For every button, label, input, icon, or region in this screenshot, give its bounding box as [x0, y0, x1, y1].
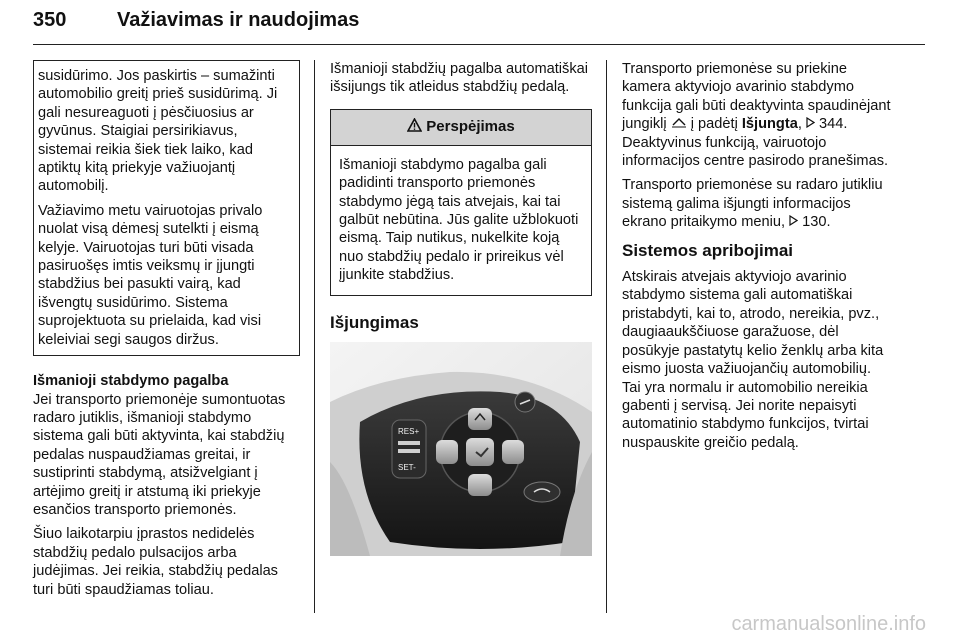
col1-paragraph-2: Šiuo laikotarpiu įprastos nedidelės stabdžių pedalo pulsacijos arba judėjimas. Jei reikia, stabdžių pedalas turi būti spaudžiamas toliau.	[33, 526, 278, 598]
col3-p1-page-ref[interactable]: 344	[819, 116, 844, 133]
box-paragraph-1: susidūrimo. Jos paskirtis – sumažinti automobilio greitį prieš susidūrimą. Ji gali nesureaguoti į pėsčiuosius ar gyvūnus. Staigiai persirikiavus, sistemai reikia šiek tiek laiko, kad aptiktų kitą priekyje važiuojantį automobilį.	[38, 68, 278, 195]
page-number: 350	[33, 9, 67, 31]
res-plus-label: RES+	[398, 427, 420, 437]
col1-paragraph-1: Jei transporto priemonėje sumontuotas radaro jutiklis, išmanioji stabdymo sistema gali būti aktyvinta, kai stabdžių pedalas nuspaudžiamas greitai, ir sustiprinti stabdymą, atsižvelgiant į artėjimo greitį ir atstumą iki priekyje esančios transporto priemonės.	[33, 391, 286, 518]
col3-p1-text-b: į padėtį	[690, 116, 738, 133]
column-divider-1	[314, 60, 315, 613]
col3-paragraph-3: Atskirais atvejais aktyviojo avarinio stabdymo sistema gali automatiškai pristabdyti, kai to, atrodo, nereikia, pvz., daugiaaukščiuose garažuose, dėl posūkyje pastatytų kelio ženklų arba kita eismo juosta važiuojančių automobilių. Tai yra normalu ir automobilio nereikia gabenti į servisą. Jei norite nepaisyti automatinio stabdymo funkcijos, tvirtai nuspauskite greičio pedalą.	[622, 269, 884, 451]
col3-p1-text-a: Transporto priemonėse su priekine kamera aktyviojo avarinio stabdymo funkcija gali būti deaktyvinta spaudinėjant jungiklį	[622, 61, 891, 133]
section-title-deactivation: Išjungimas	[330, 312, 419, 332]
watermark: carmanualsonline.info	[731, 613, 926, 635]
col3-p2-end: .	[826, 214, 831, 231]
column-2	[330, 60, 592, 556]
distance-switch-icon	[671, 116, 691, 132]
header-rule	[33, 44, 925, 45]
warning-title: Perspėjimas	[426, 118, 515, 136]
column-3	[622, 60, 892, 458]
col3-p1-bold: Išjungta	[741, 116, 798, 133]
page-header	[33, 9, 925, 39]
warning-triangle-icon	[407, 118, 422, 137]
warning-body: Išmanioji stabdymo pagalba gali padidinti transporto priemonės stabdymo jėgą tais atvejais, kai tai galbūt nebūtina. Jūs galite užblokuoti eismą. Taip nutikus, nukelkite koją nuo stabdžių pedalo ir prireikus vėl įjunkite stabdžius.	[339, 156, 579, 284]
set-minus-label: SET-	[398, 463, 416, 473]
col2-paragraph-1: Išmanioji stabdžių pagalba automatiškai išsijungs tik atleidus stabdžių pedalą.	[330, 61, 588, 96]
warning-box	[330, 109, 592, 296]
steering-wheel-controls-photo	[330, 342, 592, 556]
box-paragraph-2: Važiavimo metu vairuotojas privalo nuolat visą dėmesį sutelkti į eismą kelyje. Vairuotojas turi būti visada pasiruošęs imtis veiksmų ir įjungti stabdžius bei pasukti vairą, kad išvengtų susidūrimo. Sistema suprojektuota su prielaida, kad visi keleiviai segi saugos diržus.	[38, 202, 263, 348]
chapter-title: Važiavimas ir naudojimas	[117, 9, 360, 31]
page-reference-arrow-icon	[789, 214, 802, 230]
col3-paragraph-2	[622, 176, 892, 231]
column-divider-2	[606, 60, 607, 613]
warning-header	[331, 110, 591, 146]
col3-p2-page-ref[interactable]: 130	[802, 214, 827, 231]
col3-paragraph-1: Transporto priemonėse su priekine kamera aktyviojo avarinio stabdymo funkcija gali būti deaktyvinta spaudinėjant jungiklį į padėtį Išjungta, 344. Deaktyvinus funkciją, vairuotojo informacijos centre pasirodo pranešimas.	[622, 61, 891, 170]
subheading-smart-brake-assist: Išmanioji stabdymo pagalba	[33, 373, 229, 390]
col3-p1-text-c: . Deaktyvinus funkciją, vairuotojo informacijos centre pasirodo pranešimas.	[622, 116, 889, 170]
column-1	[33, 60, 300, 605]
page-reference-arrow-icon	[806, 116, 819, 132]
continued-warning-box	[33, 60, 300, 356]
col3-p2-text-a: Transporto priemonėse su radaro jutikliu sistemą galima išjungti informacijos ekrano pritaikymo meniu,	[622, 177, 883, 231]
section-title-system-limitations: Sistemos apribojimai	[622, 240, 793, 260]
